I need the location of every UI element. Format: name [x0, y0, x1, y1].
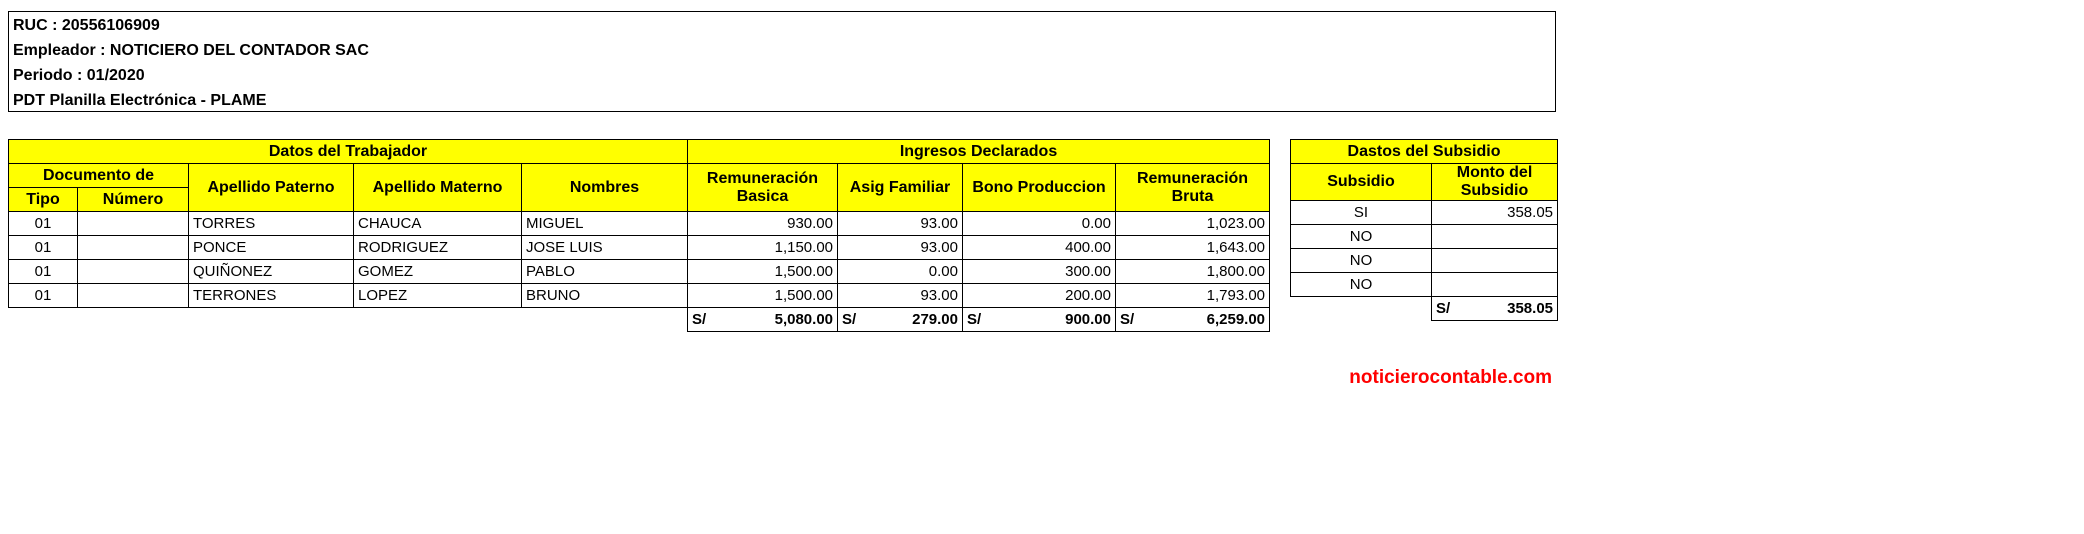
total-monto: S/ 358.05 — [1432, 297, 1558, 321]
cell-numero — [78, 260, 189, 284]
cell-numero — [78, 212, 189, 236]
col-rem-bruta-line1: Remuneración — [1136, 169, 1249, 187]
table-row — [9, 236, 1270, 260]
cell-subsidio: NO — [1291, 225, 1432, 249]
col-asig-familiar: Asig Familiar — [838, 164, 963, 212]
cell-rem-bruta: 1,023.00 — [1116, 212, 1270, 236]
subsidio-row — [1291, 225, 1558, 249]
group-ingresos-declarados: Ingresos Declarados — [688, 140, 1270, 164]
brand-watermark: noticierocontable.com — [1349, 367, 1552, 388]
total-basica: S/ 5,080.00 — [688, 308, 838, 332]
cell-rem-bruta: 1,793.00 — [1116, 284, 1270, 308]
cell-subsidio: NO — [1291, 273, 1432, 297]
cell-rem-bruta: 1,643.00 — [1116, 236, 1270, 260]
table-row — [9, 260, 1270, 284]
table-row — [9, 284, 1270, 308]
col-rem-basica-line2: Basica — [736, 187, 789, 205]
ruc-line: RUC : 20556106909 — [13, 17, 160, 34]
cell-apellido-materno: RODRIGUEZ — [354, 236, 522, 260]
cell-subsidio: SI — [1291, 201, 1432, 225]
subsidio-table — [1290, 139, 1558, 321]
cell-apellido-paterno: TORRES — [189, 212, 354, 236]
table-row — [9, 212, 1270, 236]
cell-bono: 400.00 — [963, 236, 1116, 260]
cell-tipo: 01 — [9, 284, 78, 308]
col-rem-basica — [688, 164, 838, 212]
col-monto-line1: Monto del — [1456, 164, 1533, 181]
cell-tipo: 01 — [9, 260, 78, 284]
group-datos-trabajador: Datos del Trabajador — [9, 140, 688, 164]
sub-totals-spacer — [1291, 297, 1432, 321]
cell-rem-basica: 1,500.00 — [688, 284, 838, 308]
col-rem-bruta-line2: Bruta — [1171, 187, 1214, 205]
col-monto-subsidio — [1432, 164, 1558, 201]
cell-nombres: BRUNO — [522, 284, 688, 308]
cell-apellido-materno: CHAUCA — [354, 212, 522, 236]
cell-numero — [78, 236, 189, 260]
cell-apellido-materno: LOPEZ — [354, 284, 522, 308]
pdt-line: PDT Planilla Electrónica - PLAME — [13, 92, 267, 109]
subsidio-row — [1291, 249, 1558, 273]
cell-nombres: PABLO — [522, 260, 688, 284]
cell-monto — [1432, 225, 1558, 249]
cell-bono: 200.00 — [963, 284, 1116, 308]
cell-monto — [1432, 273, 1558, 297]
total-bono: S/ 900.00 — [963, 308, 1116, 332]
subsidio-row — [1291, 273, 1558, 297]
col-rem-bruta — [1116, 164, 1270, 212]
empleador-line: Empleador : NOTICIERO DEL CONTADOR SAC — [13, 42, 369, 59]
col-monto-line2: Subsidio — [1460, 182, 1529, 199]
cell-bono: 0.00 — [963, 212, 1116, 236]
cell-asig-familiar: 93.00 — [838, 236, 963, 260]
col-documento: Documento de — [9, 164, 189, 188]
main-table — [8, 139, 1270, 332]
cell-rem-basica: 1,150.00 — [688, 236, 838, 260]
cell-asig-familiar: 0.00 — [838, 260, 963, 284]
cell-apellido-paterno: QUIÑONEZ — [189, 260, 354, 284]
col-nombres: Nombres — [522, 164, 688, 212]
cell-rem-bruta: 1,800.00 — [1116, 260, 1270, 284]
cell-bono: 300.00 — [963, 260, 1116, 284]
cell-monto: 358.05 — [1432, 201, 1558, 225]
col-tipo: Tipo — [9, 188, 78, 212]
cell-apellido-paterno: TERRONES — [189, 284, 354, 308]
cell-tipo: 01 — [9, 236, 78, 260]
cell-rem-basica: 1,500.00 — [688, 260, 838, 284]
group-datos-subsidio: Dastos del Subsidio — [1291, 140, 1558, 164]
cell-asig-familiar: 93.00 — [838, 284, 963, 308]
total-asig: S/ 279.00 — [838, 308, 963, 332]
col-bono-produccion: Bono Produccion — [963, 164, 1116, 212]
totals-spacer — [9, 308, 688, 332]
col-subsidio: Subsidio — [1291, 164, 1432, 201]
col-apellido-paterno: Apellido Paterno — [189, 164, 354, 212]
subsidio-row — [1291, 201, 1558, 225]
cell-subsidio: NO — [1291, 249, 1432, 273]
cell-tipo: 01 — [9, 212, 78, 236]
cell-numero — [78, 284, 189, 308]
cell-apellido-paterno: PONCE — [189, 236, 354, 260]
periodo-line: Periodo : 01/2020 — [13, 67, 145, 84]
cell-nombres: JOSE LUIS — [522, 236, 688, 260]
cell-nombres: MIGUEL — [522, 212, 688, 236]
col-rem-basica-line1: Remuneración — [706, 169, 819, 187]
cell-asig-familiar: 93.00 — [838, 212, 963, 236]
cell-rem-basica: 930.00 — [688, 212, 838, 236]
total-bruta: S/ 6,259.00 — [1116, 308, 1270, 332]
col-numero: Número — [78, 188, 189, 212]
cell-apellido-materno: GOMEZ — [354, 260, 522, 284]
header-box — [8, 11, 1556, 112]
cell-monto — [1432, 249, 1558, 273]
col-apellido-materno: Apellido Materno — [354, 164, 522, 212]
